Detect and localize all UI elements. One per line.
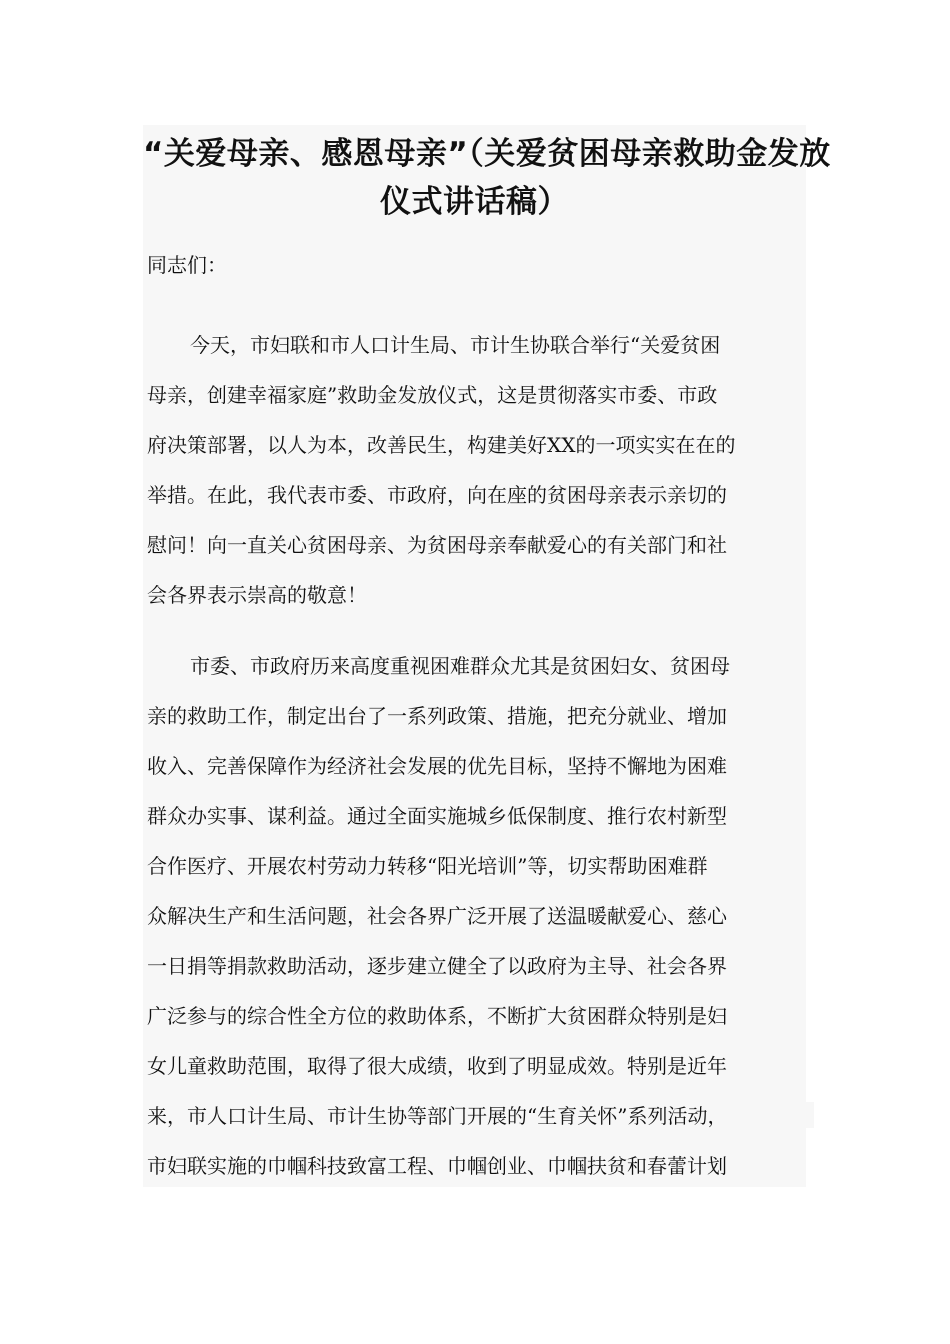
title-line-2: 仪式讲话稿） [380,184,569,220]
paragraph-line: 来，市人口计生局、市计生协等部门开展的“生育关怀”系列活动， [147,1104,728,1128]
paragraph-line: 众解决生产和生活问题，社会各界广泛开展了送温暖献爱心、慈心 [147,904,727,928]
paragraph-line: 母亲，创建幸福家庭”救助金发放仪式，这是贯彻落实市委、市政 [147,383,718,407]
paragraph-line: 广泛参与的综合性全方位的救助体系，不断扩大贫困群众特别是妇 [147,1004,727,1028]
paragraph-line: 收入、完善保障作为经济社会发展的优先目标，坚持不懈地为困难 [147,754,727,778]
paragraph-line: 合作医疗、开展农村劳动力转移“阳光培训”等，切实帮助困难群 [147,854,708,878]
body-paragraph-1 [147,330,735,630]
paragraph-line: 一日捐等捐款救助活动，逐步建立健全了以政府为主导、社会各界 [147,954,727,978]
paragraph-line: 亲的救助工作，制定出台了一系列政策、措施，把充分就业、增加 [147,704,727,728]
paragraph-line: 府决策部署，以人为本，改善民生，构建美好XX的一项实实在在的 [147,433,736,457]
document-title [143,130,831,226]
paragraph-line: 慰问！向一直关心贫困母亲、为贫困母亲奉献爱心的有关部门和社 [147,533,727,557]
paragraph-line: 举措。在此，我代表市委、市政府，向在座的贫困母亲表示亲切的 [147,483,727,507]
paragraph-line: 今天，市妇联和市人口计生局、市计生协联合举行“关爱贫困 [190,333,721,357]
paragraph-line: 女儿童救助范围，取得了很大成绩，收到了明显成效。特别是近年 [147,1054,727,1078]
salutation: 同志们： [147,253,227,277]
title-line-1: “关爱母亲、感恩母亲”（关爱贫困母亲救助金发放 [143,136,831,172]
paragraph-line: 市妇联实施的巾帼科技致富工程、巾帼创业、巾帼扶贫和春蕾计划 [147,1154,727,1178]
body-paragraph-2 [147,651,730,1201]
paragraph-line: 市委、市政府历来高度重视困难群众尤其是贫困妇女、贫困母 [190,654,730,678]
line-overflow-shade [806,1102,814,1128]
paragraph-line: 群众办实事、谋利益。通过全面实施城乡低保制度、推行农村新型 [147,804,727,828]
paragraph-line: 会各界表示崇高的敬意！ [147,583,367,607]
